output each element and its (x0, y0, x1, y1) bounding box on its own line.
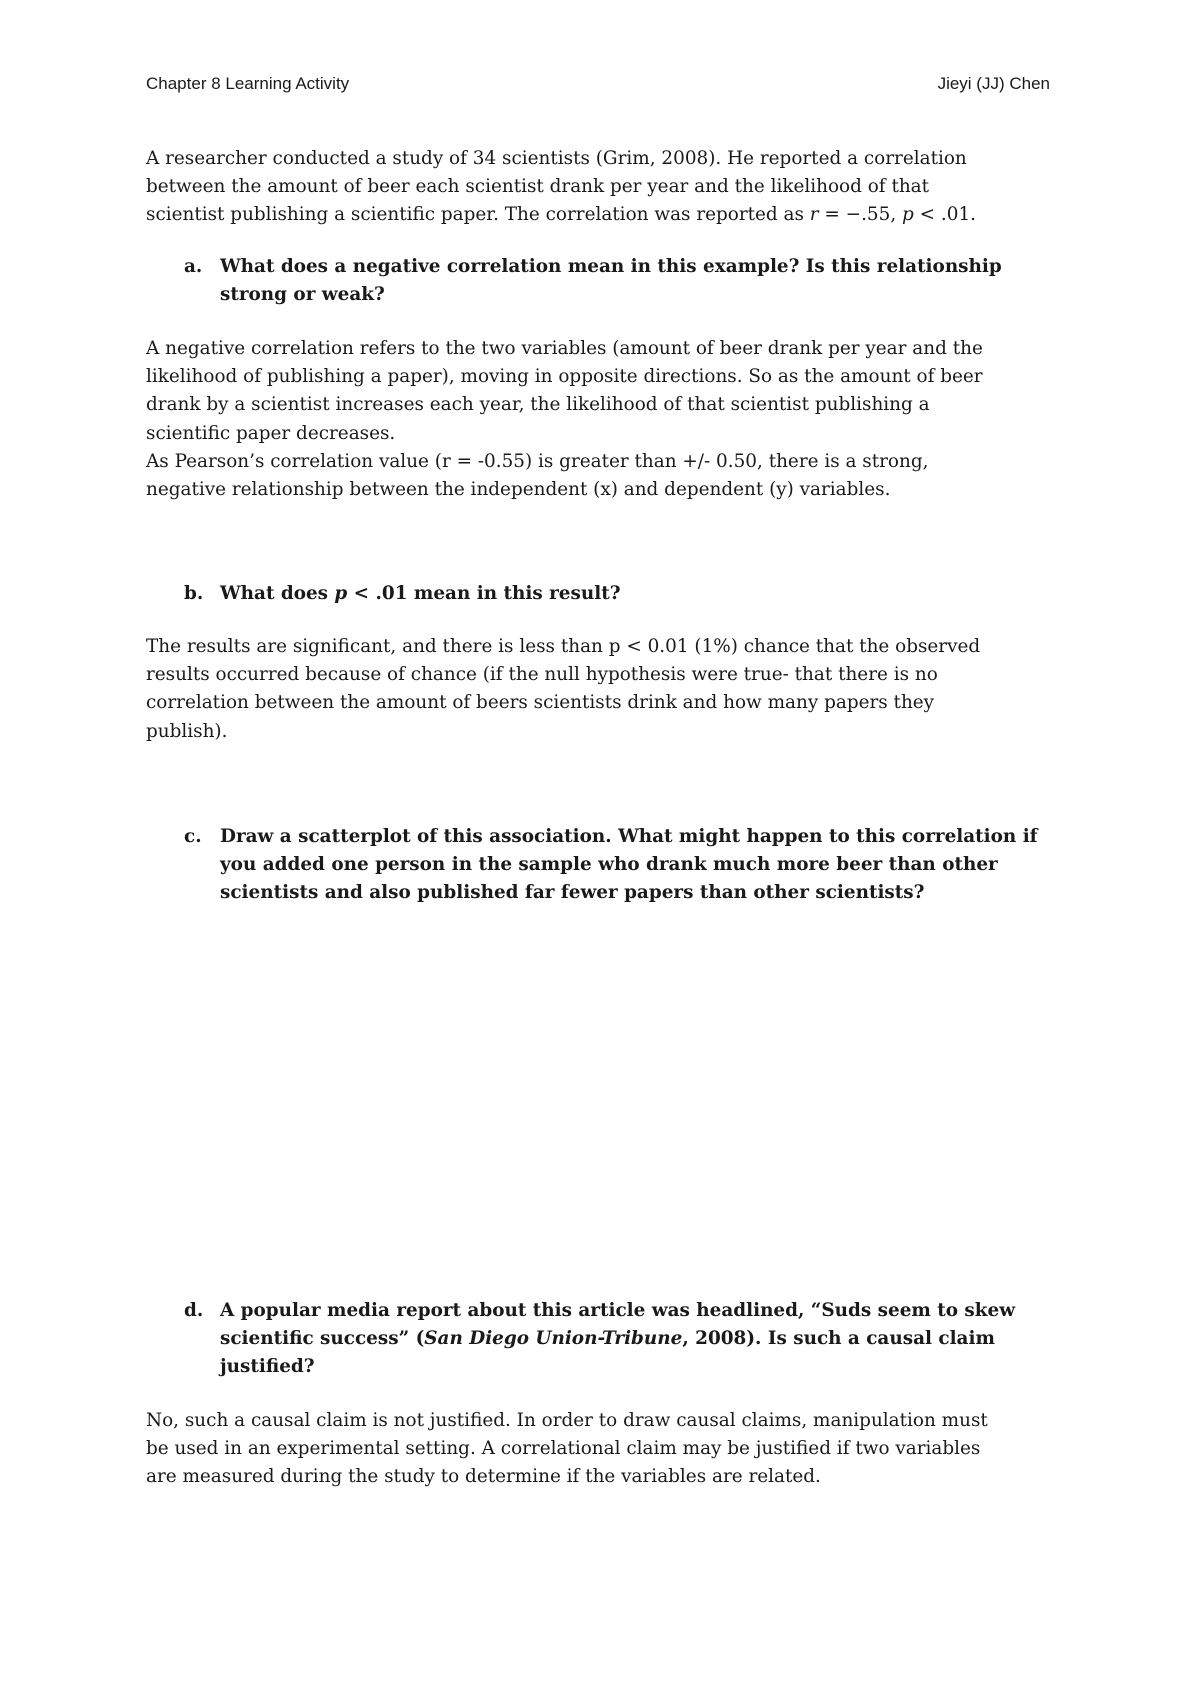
answer-d (146, 1407, 1066, 1492)
question-letter: c. (184, 826, 202, 847)
answer-line: are measured during the study to determine if the variables are related. (146, 1466, 821, 1488)
answer-line: be used in an experimental setting. A correlational claim may be justified if two variables (146, 1438, 981, 1460)
p-symbol: p (902, 204, 914, 226)
question-line: A popular media report about this article was headlined, “Suds seem to skew (220, 1300, 1016, 1321)
intro-line: A researcher conducted a study of 34 scientists (Grim, 2008). He reported a correlation (146, 148, 967, 169)
page-header (146, 74, 1050, 102)
question-letter: a. (184, 256, 203, 277)
intro-line: scientist publishing a scientific paper. The correlation was reported as r = −.55, p < .01. (146, 204, 977, 226)
answer-line: scientific paper decreases. (146, 422, 396, 444)
newspaper-title: San Diego Union-Tribune (424, 1328, 683, 1349)
answer-line: A negative correlation refers to the two variables (amount of beer drank per year and the (146, 338, 983, 359)
question-line: What does a negative correlation mean in this example? Is this relationship (220, 256, 1002, 277)
answer-a (146, 335, 1066, 504)
question-letter: d. (184, 1300, 204, 1321)
intro-paragraph (146, 145, 1066, 230)
answer-line: publish). (146, 720, 228, 742)
question-line: you added one person in the sample who drank much more beer than other (220, 854, 998, 875)
r-value: = −.55, (818, 204, 903, 226)
p-value: < .01. (913, 204, 977, 226)
answer-line: As Pearson’s correlation value (r = -0.55) is greater than +/- 0.50, there is a strong, (146, 450, 929, 472)
answer-line: No, such a causal claim is not justified. In order to draw causal claims, manipulation must (146, 1410, 988, 1431)
question-line: Draw a scatterplot of this association. What might happen to this correlation if (220, 826, 1038, 847)
header-author-name: Jieyi (JJ) Chen (937, 74, 1050, 93)
answer-line: negative relationship between the independent (x) and dependent (y) variables. (146, 479, 891, 501)
answer-line: likelihood of publishing a paper), moving in opposite directions. So as the amount of beer (146, 366, 983, 388)
p-symbol: p (334, 583, 348, 604)
question-line: strong or weak? (220, 284, 385, 305)
question-letter: b. (184, 583, 204, 604)
answer-line: correlation between the amount of beers scientists drink and how many papers they (146, 692, 935, 714)
header-chapter-title: Chapter 8 Learning Activity (146, 74, 350, 93)
answer-line: drank by a scientist increases each year, the likelihood of that scientist publishing a (146, 394, 930, 416)
answer-line: results occurred because of chance (if the null hypothesis were true- that there is no (146, 664, 938, 686)
answer-b (146, 633, 1066, 746)
r-symbol: r (809, 204, 819, 226)
question-line: scientific success” (San Diego Union-Tribune, 2008). Is such a causal claim (220, 1328, 995, 1349)
question-line: scientists and also published far fewer papers than other scientists? (220, 882, 925, 903)
intro-line: between the amount of beer each scientist drank per year and the likelihood of that (146, 176, 930, 198)
question-line: justified? (220, 1356, 315, 1377)
question-line: What does p < .01 mean in this result? (220, 583, 621, 604)
answer-line: The results are significant, and there is less than p < 0.01 (1%) chance that the observed (146, 636, 981, 657)
